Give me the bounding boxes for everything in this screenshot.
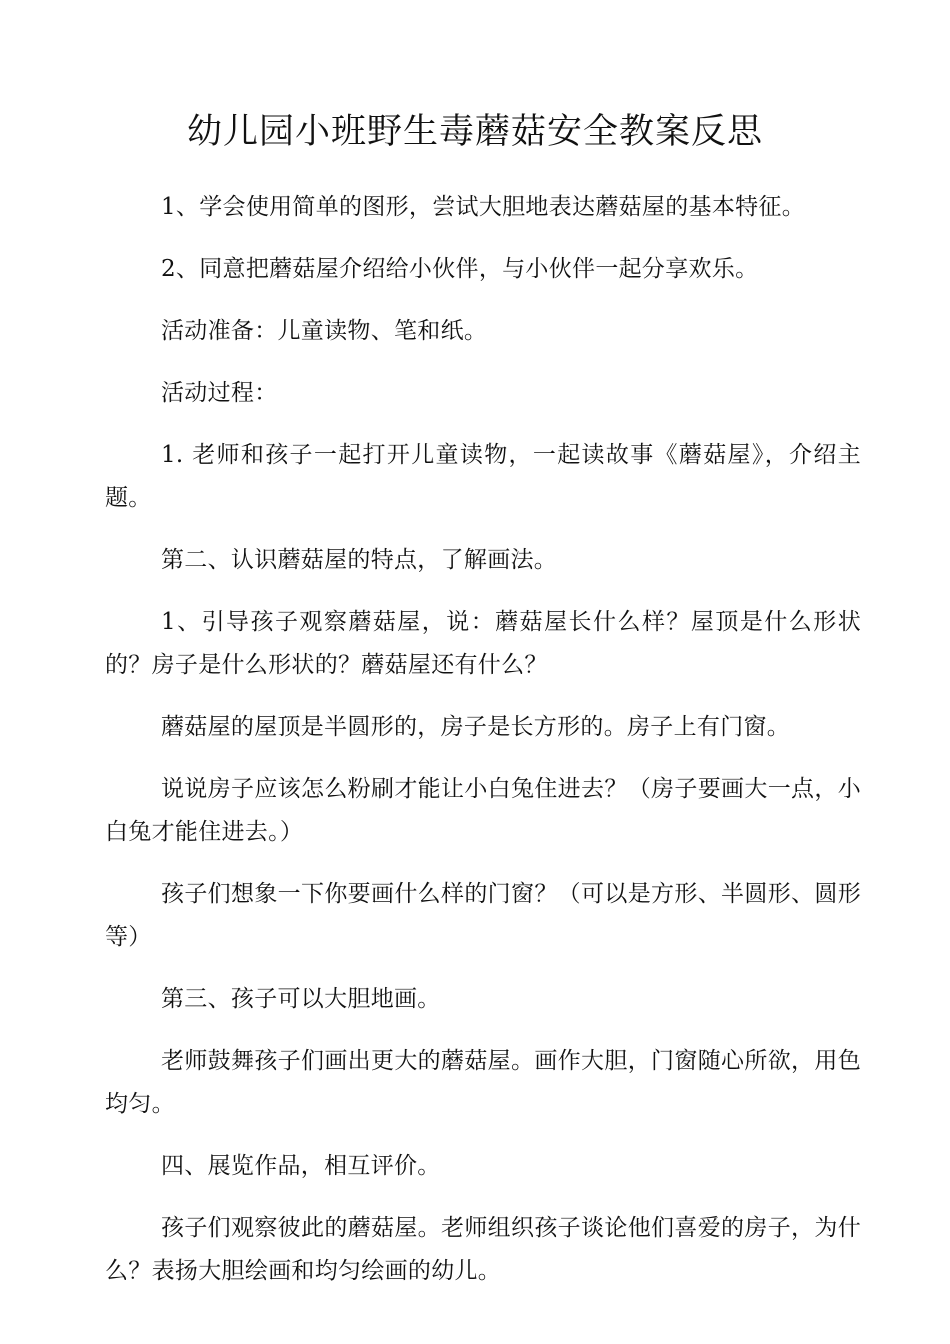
paragraph-encourage: 老师鼓舞孩子们画出更大的蘑菇屋。画作大胆，门窗随心所欲，用色均匀。: [105, 1048, 861, 1117]
paragraph-process-heading: 活动过程：: [161, 380, 278, 406]
document-body: [105, 186, 861, 1312]
paragraph-step-4-heading: 四、展览作品，相互评价。: [161, 1153, 441, 1179]
paragraph-step-2-heading: 第二、认识蘑菇屋的特点，了解画法。: [161, 547, 558, 573]
paragraph-step-1: 1. 老师和孩子一起打开儿童读物，一起读故事《蘑菇屋》，介绍主题。: [105, 442, 861, 511]
paragraph-observe: 1、引导孩子观察蘑菇屋，说：蘑菇屋长什么样？屋顶是什么形状的？房子是什么形状的？蘑菇屋还有什么？: [105, 609, 861, 678]
document-title: 幼儿园小班野生毒蘑菇安全教案反思: [186, 112, 763, 152]
paragraph-preparation: 活动准备：儿童读物、笔和纸。: [161, 318, 488, 344]
paragraph-paint-house: 说说房子应该怎么粉刷才能让小白兔住进去？（房子要画大一点，小白兔才能住进去。）: [105, 776, 861, 845]
paragraph-roof-shape: 蘑菇屋的屋顶是半圆形的，房子是长方形的。房子上有门窗。: [161, 714, 791, 740]
paragraph-step-3-heading: 第三、孩子可以大胆地画。: [161, 986, 441, 1012]
paragraph-imagine-windows: 孩子们想象一下你要画什么样的门窗？（可以是方形、半圆形、圆形等）: [105, 881, 861, 950]
paragraph-objective-2: 2、同意把蘑菇屋介绍给小伙伴，与小伙伴一起分享欢乐。: [161, 256, 759, 282]
paragraph-objective-1: 1、学会使用简单的图形，尝试大胆地表达蘑菇屋的基本特征。: [161, 194, 806, 220]
paragraph-evaluate: 孩子们观察彼此的蘑菇屋。老师组织孩子谈论他们喜爱的房子，为什么？表扬大胆绘画和均匀绘画的幼儿。: [105, 1215, 861, 1284]
